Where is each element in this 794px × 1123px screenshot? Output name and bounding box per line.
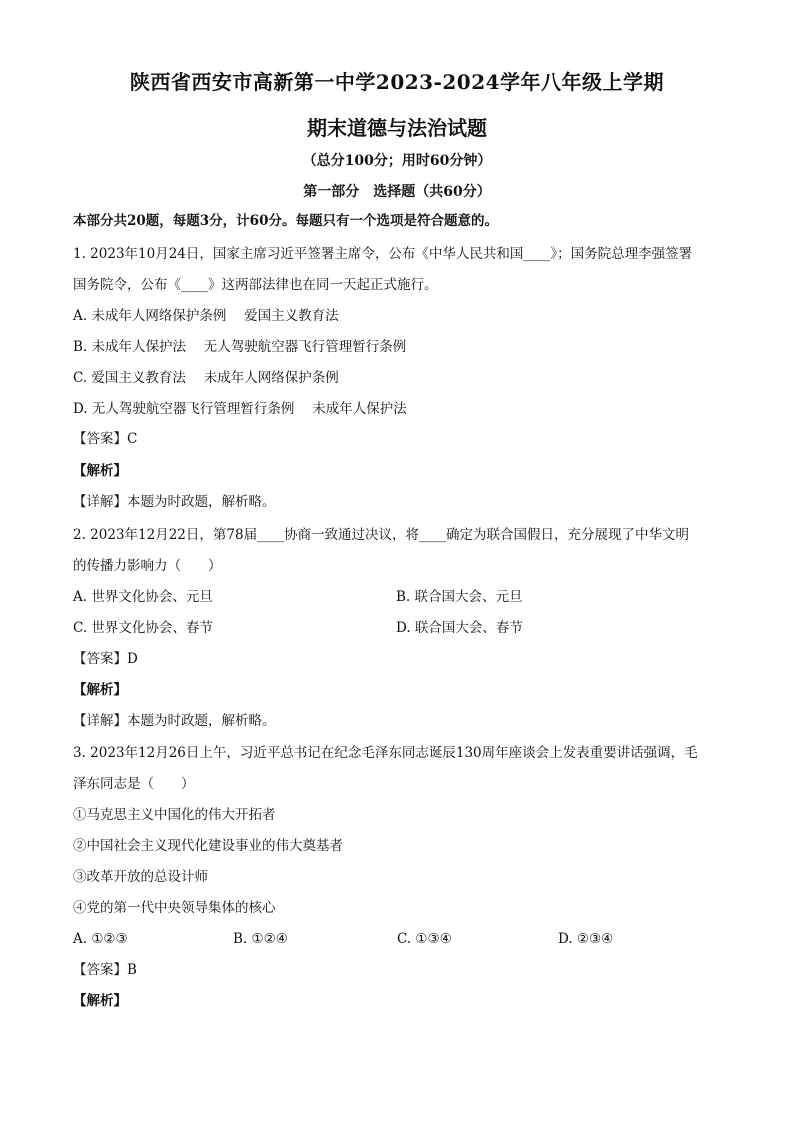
question-3-stem-line1: 3. 2023年12月26日上午，习近平总书记在纪念毛泽东同志诞辰130周年座谈会上发表重要讲话强调，毛	[73, 745, 698, 761]
question-2-option-b: B. 联合国大会、元旦	[396, 589, 523, 605]
page-title: 陕西省西安市高新第一中学2023-2024学年八年级上学期	[129, 70, 665, 94]
question-2-option-a: A. 世界文化协会、元旦	[73, 589, 213, 605]
question-3-option-c: C. ①③④	[397, 931, 452, 947]
question-3-item-4: ④党的第一代中央领导集体的核心	[73, 900, 276, 916]
section-title: 第一部分 选择题（共60分）	[303, 184, 491, 200]
question-3-stem-line2: 泽东同志是（ ）	[73, 776, 195, 792]
question-3-item-3: ③改革开放的总设计师	[73, 869, 208, 885]
exam-total-info: （总分100分；用时60分钟）	[302, 153, 492, 169]
question-3-option-d: D. ②③④	[558, 931, 614, 947]
question-1-option-d: D. 无人驾驶航空器飞行管理暂行条例 未成年人保护法	[73, 401, 407, 417]
question-2-stem-line1: 2. 2023年12月22日，第78届____协商一致通过决议，将____确定为联合国假日，充分展现了中华文明	[73, 527, 690, 543]
section-instructions: 本部分共20题，每题3分，计60分。每题只有一个选项是符合题意的。	[73, 213, 498, 229]
question-1-option-a: A. 未成年人网络保护条例 爱国主义教育法	[73, 308, 339, 324]
question-2-answer: 【答案】D	[73, 651, 138, 667]
question-1-option-b: B. 未成年人保护法 无人驾驶航空器飞行管理暂行条例	[73, 339, 407, 355]
question-2-stem-line2: 的传播力影响力（ ）	[73, 558, 222, 574]
page-subtitle: 期末道德与法治试题	[307, 116, 487, 140]
question-1-answer: 【答案】C	[73, 431, 138, 447]
question-3-analysis-label: 【解析】	[73, 993, 127, 1009]
question-2-analysis-label: 【解析】	[73, 682, 127, 698]
question-1-option-c: C. 爱国主义教育法 未成年人网络保护条例	[73, 370, 339, 386]
question-1-detail: 【详解】本题为时政题，解析略。	[73, 494, 276, 510]
question-2-detail: 【详解】本题为时政题，解析略。	[73, 713, 276, 729]
question-3-item-1: ①马克思主义中国化的伟大开拓者	[73, 807, 276, 823]
question-2-option-d: D. 联合国大会、春节	[396, 620, 523, 636]
question-1-stem-line1: 1. 2023年10月24日，国家主席习近平签署主席令，公布《中华人民共和国____》；国务院总理李强签署	[73, 246, 693, 262]
question-1-stem-line2: 国务院令，公布《____》这两部法律也在同一天起正式施行。	[73, 277, 438, 293]
question-1-analysis-label: 【解析】	[73, 463, 127, 479]
question-3-option-a: A. ①②③	[73, 931, 128, 947]
question-3-item-2: ②中国社会主义现代化建设事业的伟大奠基者	[73, 838, 343, 854]
question-3-option-b: B. ①②④	[233, 931, 288, 947]
question-3-answer: 【答案】B	[73, 962, 137, 978]
question-2-option-c: C. 世界文化协会、春节	[73, 620, 213, 636]
